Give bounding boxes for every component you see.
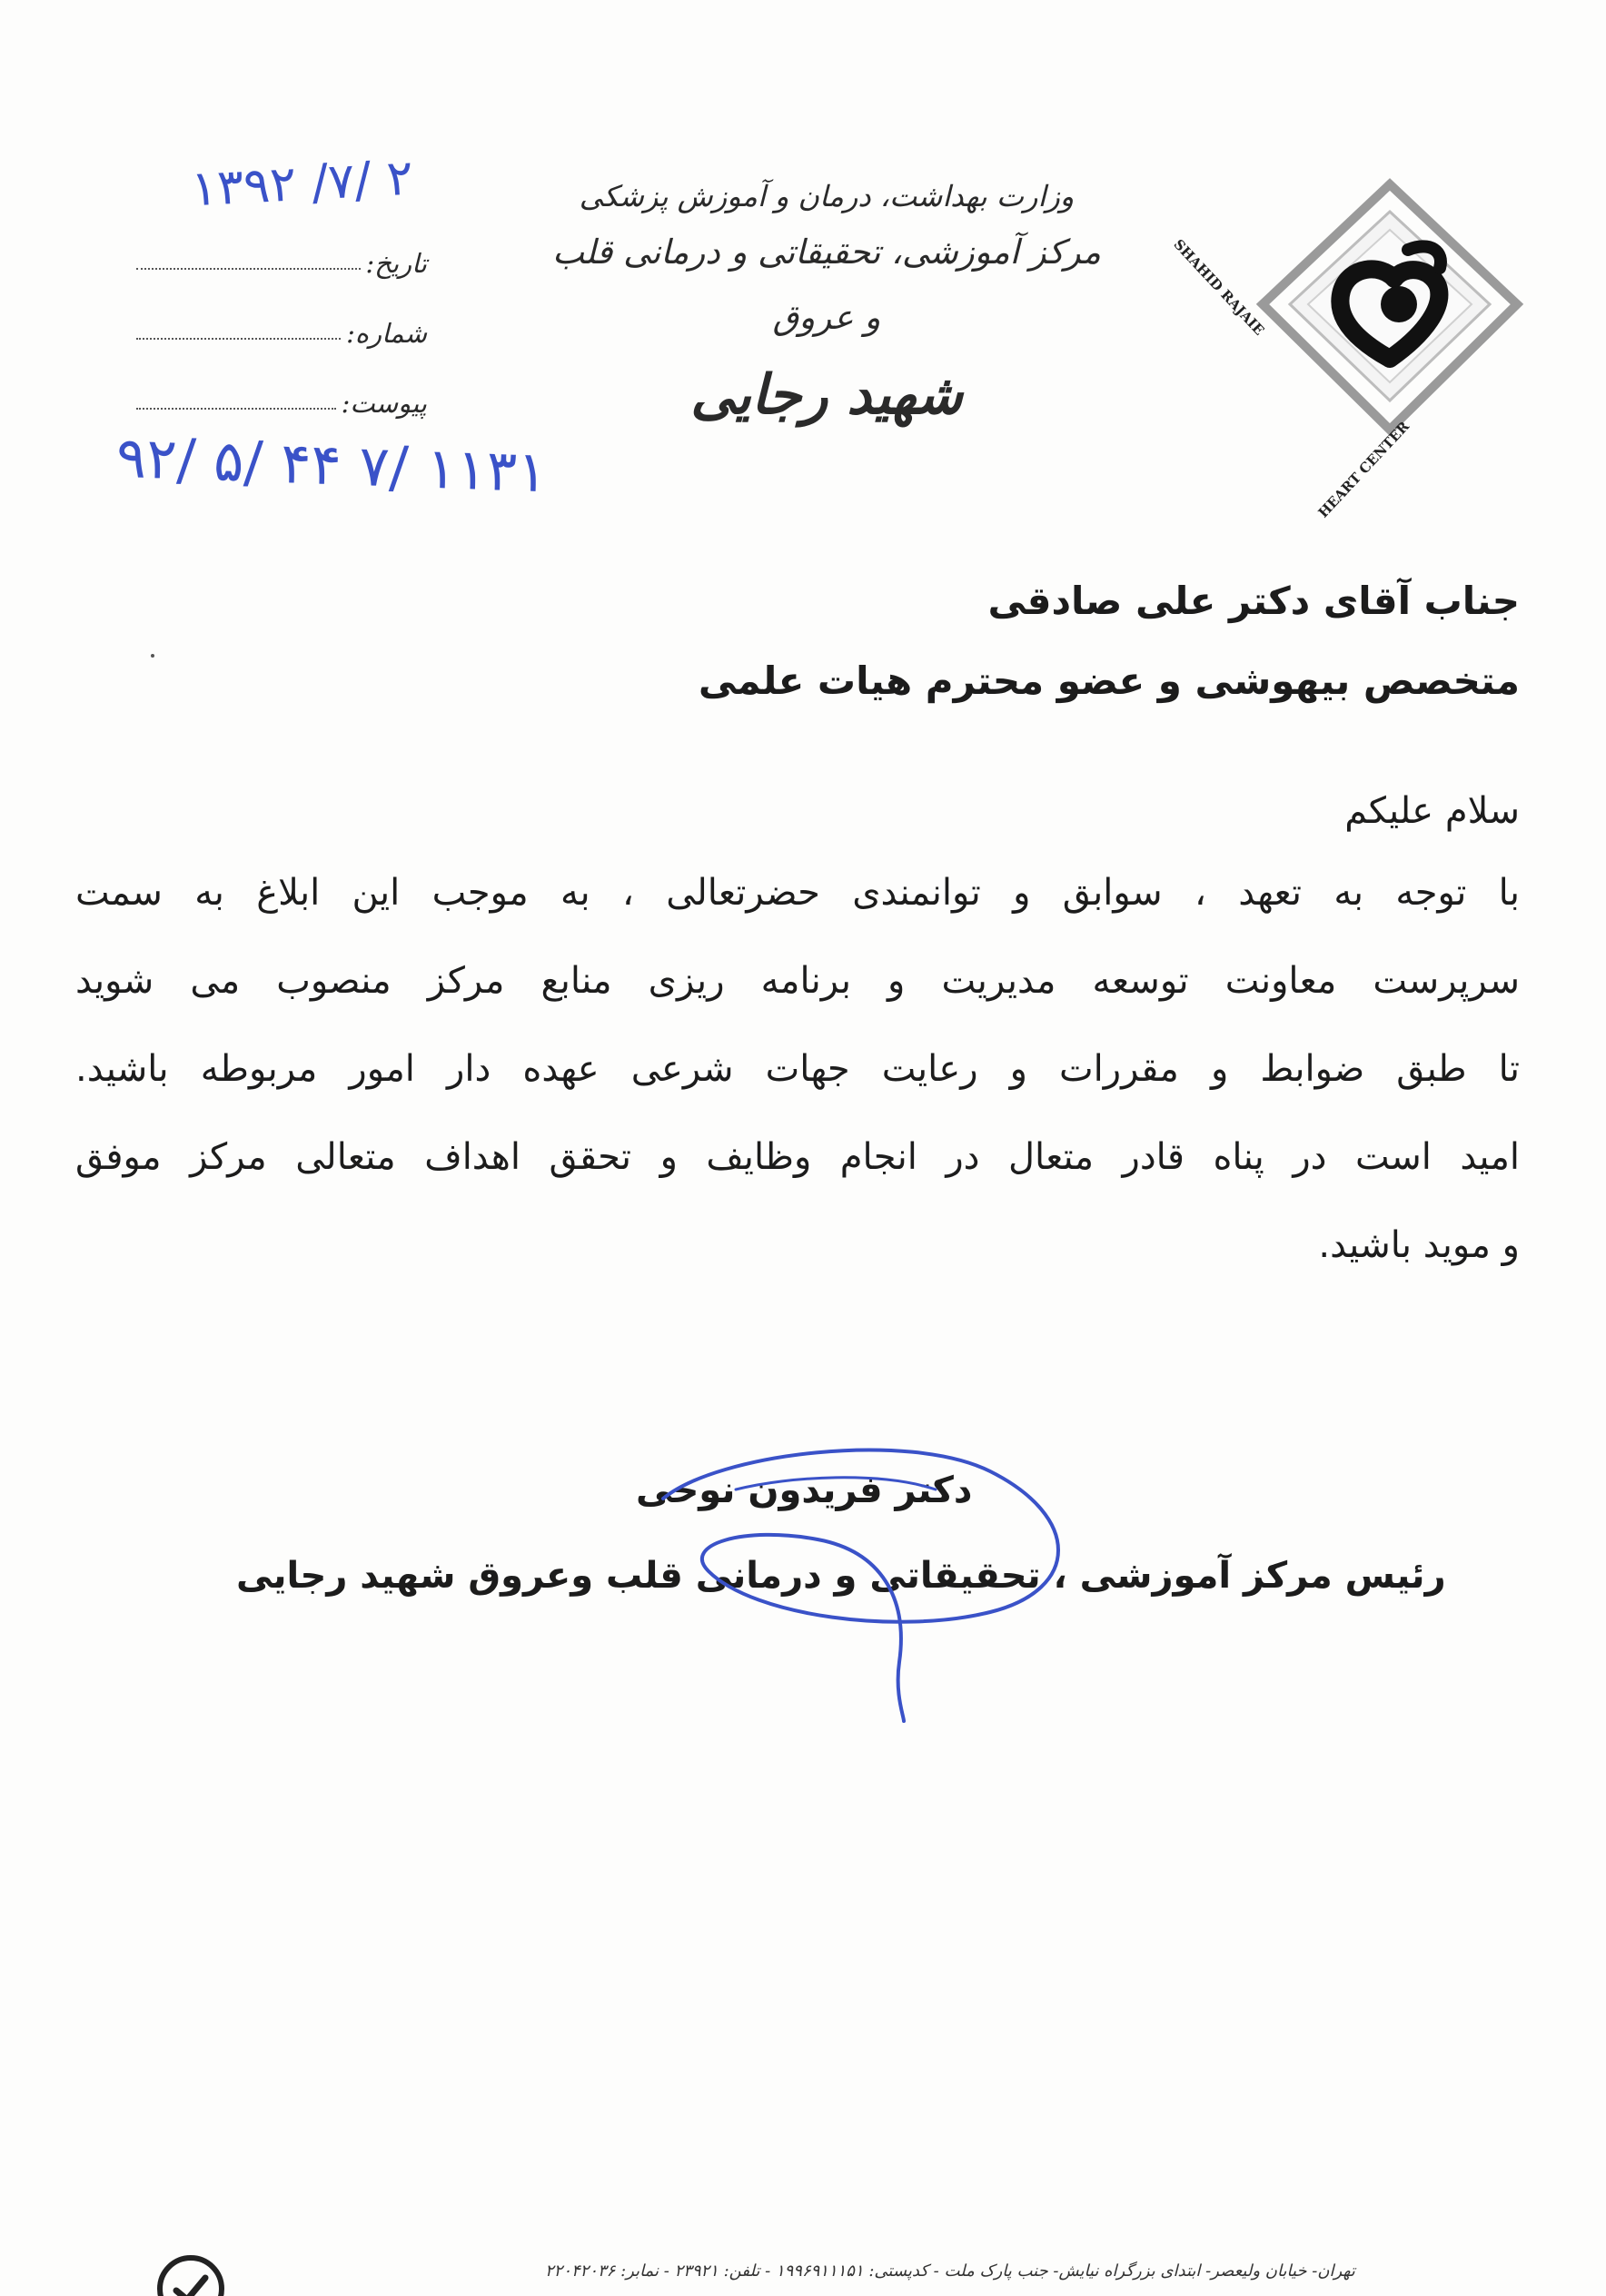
- recipient-name: جناب آقای دکتر علی صادقی: [987, 579, 1520, 623]
- date-label: تاریخ:: [365, 248, 427, 279]
- body-line: سرپرست معاونت توسعه مدیریت و برنامه ریزی منابع مرکز منصوب می شوید: [75, 960, 1520, 1002]
- hospital-name: شهید رجایی: [690, 363, 963, 427]
- scan-dot: [151, 654, 154, 658]
- handwritten-signature: [609, 1435, 1117, 1735]
- number-line: [136, 338, 341, 340]
- date-line: [136, 268, 361, 270]
- center-name: مرکز آموزشی، تحقیقاتی و درمانی قلب و عروق: [552, 233, 1101, 337]
- letter-meta: [136, 209, 427, 419]
- signer-name: دکتر فریدون نوحی: [636, 1470, 973, 1511]
- recipient-title: متخصص بیهوشی و عضو محترم هیات علمی: [698, 658, 1520, 703]
- date-row: [136, 209, 427, 279]
- number-label: شماره:: [346, 318, 427, 349]
- greeting: سلام علیکم: [1344, 790, 1520, 832]
- logo-text-left: SHAHID RAJAIE: [1170, 235, 1268, 339]
- attachment-line: [136, 408, 336, 410]
- signer-title: رئیس مرکز آموزشی ، تحقیقاتی و درمانی قلب وعروق شهید رجایی: [236, 1555, 1446, 1597]
- heart-center-logo: [1170, 177, 1526, 521]
- handwritten-number: ۹۲/ ۵/ ۴۴ ۷/ ۱۱۳۱: [114, 423, 549, 506]
- body-line: با توجه به تعهد ، سوابق و توانمندی حضرتعالی ، به موجب این ابلاغ به سمت: [75, 872, 1520, 914]
- attachment-label: پیوست:: [341, 388, 427, 419]
- number-row: [136, 279, 427, 349]
- footer-address: تهران- خیابان ولیعصر- ابتدای بزرگراه نیایش- جنب پارک ملت - کدپستی: ۱۹۹۶۹۱۱۱۵۱ - تلفن: ۲۳۹۲۱ - نمابر: ۲۲۰۴۲۰۳۶: [545, 2261, 1355, 2281]
- body-paragraph: [75, 849, 1520, 1290]
- handwritten-date: ۱۳۹۲ /۷/ ۲: [189, 148, 415, 218]
- body-line: امید است در پناه قادر متعال در انجام وظایف و تحقق اهداف متعالی مرکز موفق: [75, 1136, 1520, 1178]
- logo-text-right: HEART CENTER: [1314, 418, 1413, 521]
- certification-seal: [156, 2254, 225, 2296]
- body-line: و موید باشید.: [1318, 1224, 1520, 1266]
- attachment-row: [136, 349, 427, 419]
- ministry-name: وزارت بهداشت، درمان و آموزش پزشکی: [579, 179, 1075, 213]
- recipient-block: [699, 561, 1520, 721]
- organization-header: [545, 173, 1108, 436]
- body-line: تا طبق ضوابط و مقررات و رعایت جهات شرعی عهده دار امور مربوطه باشید.: [75, 1048, 1520, 1090]
